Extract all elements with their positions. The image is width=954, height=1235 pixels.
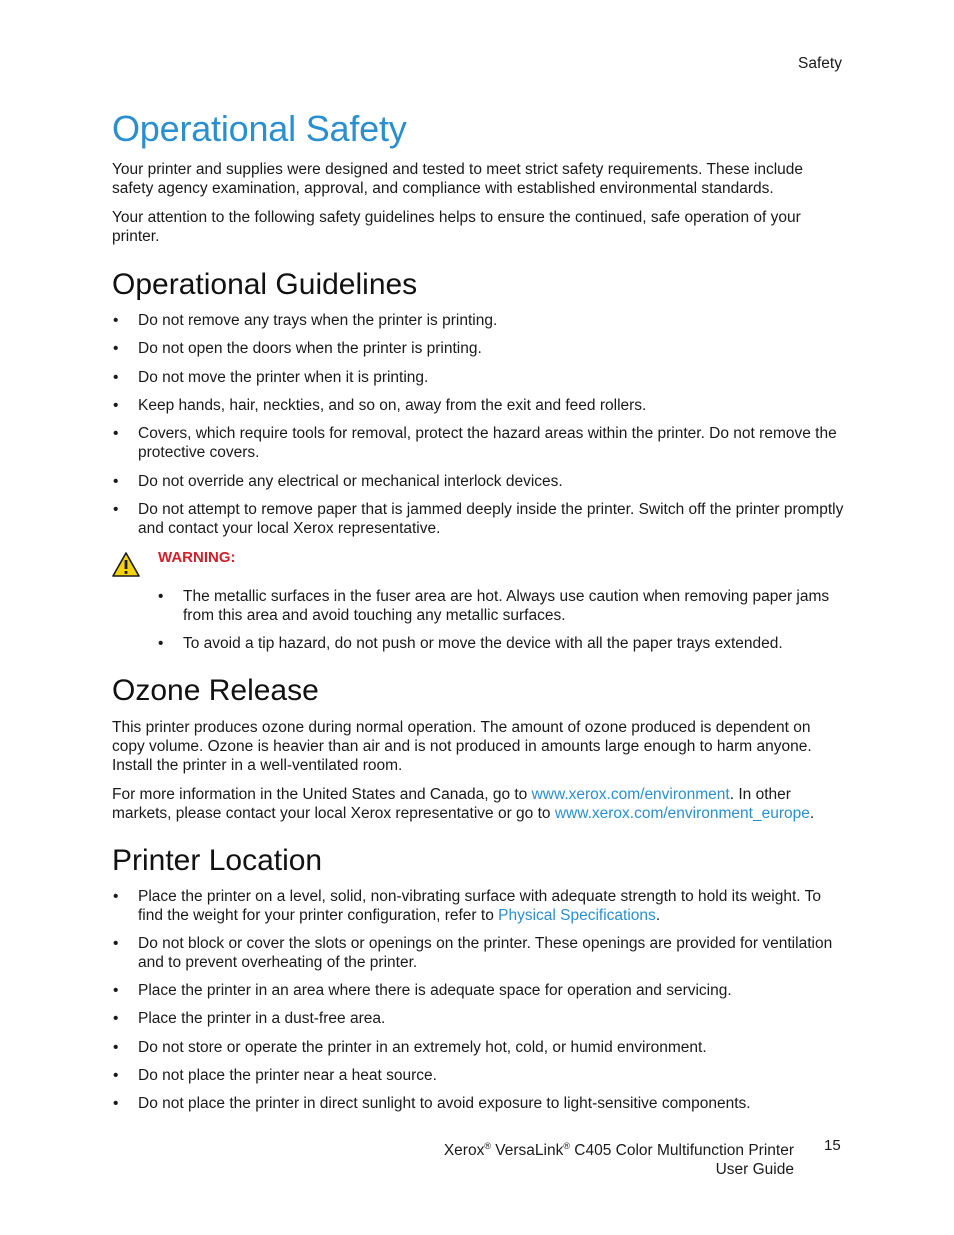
ozone-text-2b: . In other markets, please contact your local Xerox representative or go to: [112, 786, 791, 822]
ozone-paragraph-1: [112, 718, 844, 775]
intro-paragraph-1: [112, 160, 844, 198]
intro-text-1: Your printer and supplies were designed and tested to meet strict safety requirements. These include safety agency examination, approval, and compliance with established environmental standards.: [112, 161, 804, 197]
list-item: • Place the printer in an area where there is adequate space for operation and servicing.: [112, 981, 844, 1000]
registered-mark: ®: [484, 1141, 491, 1151]
ozone-paragraph-2: [112, 785, 844, 823]
intro-paragraph-2: [112, 208, 844, 246]
ozone-text-2a: For more information in the United States and Canada, go to: [112, 786, 532, 803]
list-item: • Do not attempt to remove paper that is jammed deeply inside the printer. Switch off the printer promptly and contact your local Xerox representative.: [112, 500, 844, 538]
environment-link[interactable]: www.xerox.com/environment: [531, 786, 730, 803]
list-item: [112, 887, 844, 925]
list-item: • Do not place the printer in direct sunlight to avoid exposure to light-sensitive components.: [112, 1094, 844, 1113]
intro-text-2: Your attention to the following safety guidelines helps to ensure the continued, safe operation of your printer.: [112, 209, 801, 245]
list-item: • Do not open the doors when the printer is printing.: [112, 339, 844, 358]
list-item: • Place the printer in a dust-free area.: [112, 1009, 844, 1028]
list-item: • Keep hands, hair, neckties, and so on, away from the exit and feed rollers.: [112, 396, 844, 415]
location-item-text: Place the printer on a level, solid, non-vibrating surface with adequate strength to hold its weight. To find the weight for your printer configuration, refer to: [138, 888, 821, 924]
section-heading-ozone: Ozone Release: [112, 674, 319, 707]
footer-doc-title: User Guide: [715, 1161, 794, 1179]
section-heading-guidelines: Operational Guidelines: [112, 268, 418, 301]
ozone-text-1: This printer produces ozone during normal operation. The amount of ozone produced is dependent on copy volume. Ozone is heavier than air and is not produced in amounts large enough to harm anyone. Install the printer in a well-ventilated room.: [112, 719, 812, 774]
ozone-text-2: [112, 785, 844, 823]
guidelines-list: [112, 311, 844, 538]
location-item-punct: .: [655, 907, 661, 924]
list-item: • Do not remove any trays when the printer is printing.: [112, 311, 844, 330]
page-title: Operational Safety: [112, 108, 407, 149]
footer-product: [444, 1137, 794, 1179]
ozone-text-2c: .: [809, 805, 815, 822]
page-number: 15: [824, 1137, 841, 1154]
warning-triangle-icon: [112, 552, 140, 577]
running-header: Safety: [798, 55, 842, 72]
physical-specifications-link[interactable]: Physical Specifications: [498, 907, 656, 924]
list-item: • Covers, which require tools for removal, protect the hazard areas within the printer. Do not remove the protective covers.: [112, 424, 844, 462]
list-item: • Do not move the printer when it is printing.: [112, 368, 844, 387]
list-item: • To avoid a tip hazard, do not push or move the device with all the paper trays extended.: [157, 634, 837, 653]
footer-brand: Xerox: [443, 1142, 485, 1160]
list-item: • The metallic surfaces in the fuser area are hot. Always use caution when removing paper jams from this area and avoid touching any metallic surfaces.: [157, 587, 837, 625]
footer-model: C405 Color Multifunction Printer: [570, 1142, 794, 1160]
section-heading-location: Printer Location: [112, 844, 323, 877]
footer-brand-2: VersaLink: [490, 1142, 564, 1160]
warning-list: [157, 587, 837, 653]
registered-mark: ®: [563, 1141, 570, 1151]
list-item: • Do not block or cover the slots or openings on the printer. These openings are provided for ventilation and to prevent overheating of the printer.: [112, 934, 844, 972]
location-list: [112, 887, 844, 1113]
list-item: • Do not place the printer near a heat source.: [112, 1066, 844, 1085]
footer-product-line: [444, 1137, 794, 1160]
warning-label: WARNING:: [158, 549, 236, 566]
environment-europe-link[interactable]: www.xerox.com/environment_europe: [554, 805, 810, 822]
list-item: • Do not store or operate the printer in an extremely hot, cold, or humid environment.: [112, 1038, 844, 1057]
list-item: • Do not override any electrical or mechanical interlock devices.: [112, 472, 844, 491]
